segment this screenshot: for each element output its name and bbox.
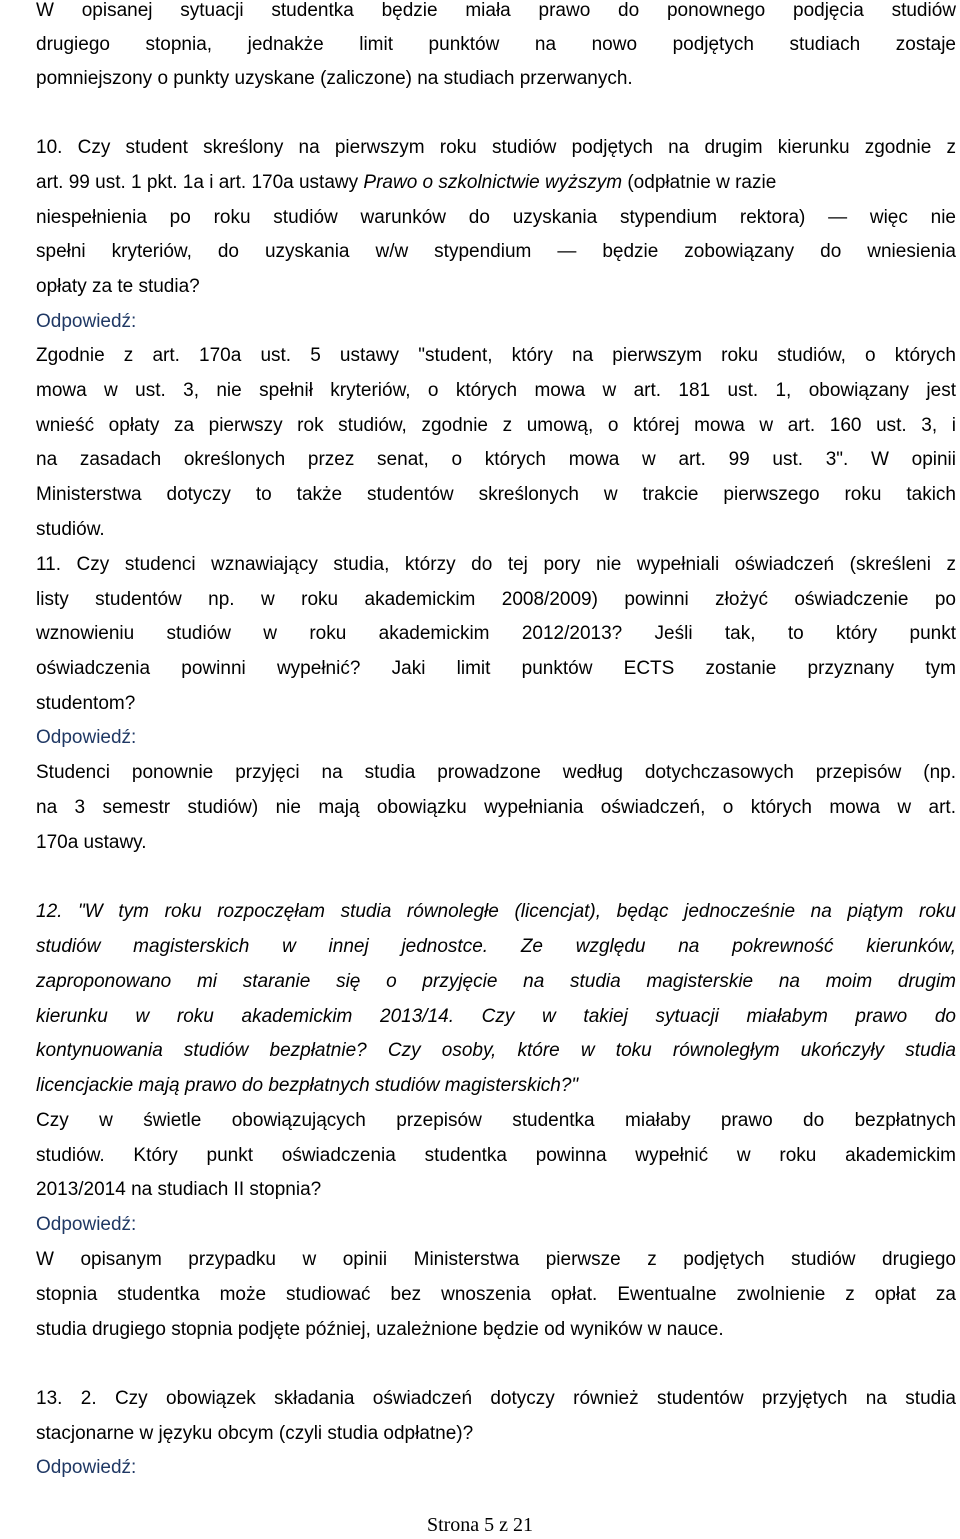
text-line: W opisanej sytuacji studentka będzie miała prawo do ponownego podjęcia studiów — [36, 0, 956, 21]
question-11-line: oświadczenia powinni wypełnić? Jaki limit punktów ECTS zostanie przyznany tym — [36, 658, 956, 679]
answer-10-line: studiów. — [36, 519, 105, 540]
question-10-line — [36, 168, 956, 198]
text-span: (odpłatnie w razie — [622, 172, 777, 193]
answer-12-line: W opisanym przypadku w opinii Ministerstwa pierwsze z podjętych studiów drugiego — [36, 1249, 956, 1270]
answer-11-line: Studenci ponownie przyjęci na studia prowadzone według dotychczasowych przepisów (np. — [36, 762, 956, 783]
law-title: Prawo o szkolnictwie wyższym — [363, 172, 623, 193]
answer-label: Odpowiedź: — [36, 1457, 137, 1478]
answer-10-line: Zgodnie z art. 170a ust. 5 ustawy "student, który na pierwszym roku studiów, o których — [36, 345, 956, 366]
question-13-line: stacjonarne w języku obcym (czyli studia odpłatne)? — [36, 1423, 474, 1444]
answer-11-line: na 3 semestr studiów) nie mają obowiązku wypełniania oświadczeń, o których mowa w art. — [36, 797, 956, 818]
answer-12-line: stopnia studentka może studiować bez wnoszenia opłat. Ewentualne zwolnienie z opłat za — [36, 1284, 956, 1305]
question-11-line: studentom? — [36, 693, 136, 714]
answer-10-line: mowa w ust. 3, nie spełnił kryteriów, o których mowa w art. 181 ust. 1, obowiązany jest — [36, 380, 956, 401]
question-11-line: 11. Czy studenci wznawiający studia, którzy do tej pory nie wypełniali oświadczeń (skreśleni z — [36, 554, 956, 575]
answer-label: Odpowiedź: — [36, 311, 137, 332]
question-11-line: wznowieniu studiów w roku akademickim 2012/2013? Jeśli tak, to który punkt — [36, 623, 956, 644]
question-12-quote-line: studiów magisterskich w innej jednostce. Ze względu na pokrewność kierunków, — [36, 936, 956, 957]
question-12-quote-line: kierunku w roku akademickim 2013/14. Czy w takiej sytuacji miałabym prawo do — [36, 1006, 956, 1027]
question-10-line: 10. Czy student skreślony na pierwszym roku studiów podjętych na drugim kierunku zgodnie z — [36, 137, 956, 158]
answer-10-line: Ministerstwa dotyczy to także studentów skreślonych w trakcie pierwszego roku takich — [36, 484, 956, 505]
question-12-line: Czy w świetle obowiązujących przepisów studentka miałaby prawo do bezpłatnych — [36, 1110, 956, 1131]
question-10-line: niespełnienia po roku studiów warunków do uzyskania stypendium rektora) — więc nie — [36, 207, 956, 228]
question-11-line: listy studentów np. w roku akademickim 2008/2009) powinni złożyć oświadczenie po — [36, 589, 956, 610]
text-span: art. 99 ust. 1 pkt. 1a i art. 170a ustawy — [36, 172, 364, 193]
text-line: drugiego stopnia, jednakże limit punktów na nowo podjętych studiach zostaje — [36, 34, 956, 55]
question-13-line: 13. 2. Czy obowiązek składania oświadczeń dotyczy również studentów przyjętych na studia — [36, 1388, 956, 1409]
question-12-quote-line: zaproponowano mi staranie się o przyjęcie na studia magisterskie na moim drugim — [36, 971, 956, 992]
answer-label: Odpowiedź: — [36, 727, 137, 748]
question-12-quote-line: kontynuowania studiów bezpłatnie? Czy osoby, które w toku równoległym ukończyły studia — [36, 1040, 956, 1061]
page-number: Strona 5 z 21 — [426, 1514, 534, 1536]
question-12-line: studiów. Który punkt oświadczenia studentka powinna wypełnić w roku akademickim — [36, 1145, 956, 1166]
answer-11-line: 170a ustawy. — [36, 832, 147, 853]
question-12-quote-line: 12. "W tym roku rozpoczęłam studia równoległe (licencjat), będąc jednocześnie na piątym roku — [36, 901, 956, 922]
answer-10-line: na zasadach określonych przez senat, o których mowa w art. 99 ust. 3". W opinii — [36, 449, 956, 470]
question-12-quote-line: licencjackie mają prawo do bezpłatnych studiów magisterskich?" — [36, 1075, 579, 1096]
question-10-line: opłaty za te studia? — [36, 276, 200, 297]
text-line: pomniejszony o punkty uzyskane (zaliczone) na studiach przerwanych. — [36, 68, 633, 89]
question-12-line: 2013/2014 na studiach II stopnia? — [36, 1179, 322, 1200]
question-10-line: spełni kryteriów, do uzyskania w/w stypendium — będzie zobowiązany do wniesienia — [36, 241, 956, 262]
answer-10-line: wnieść opłaty za pierwszy rok studiów, zgodnie z umową, o której mowa w art. 160 ust. 3, i — [36, 415, 956, 436]
answer-12-line: studia drugiego stopnia podjęte później, uzależnione będzie od wyników w nauce. — [36, 1319, 724, 1340]
answer-label: Odpowiedź: — [36, 1214, 137, 1235]
